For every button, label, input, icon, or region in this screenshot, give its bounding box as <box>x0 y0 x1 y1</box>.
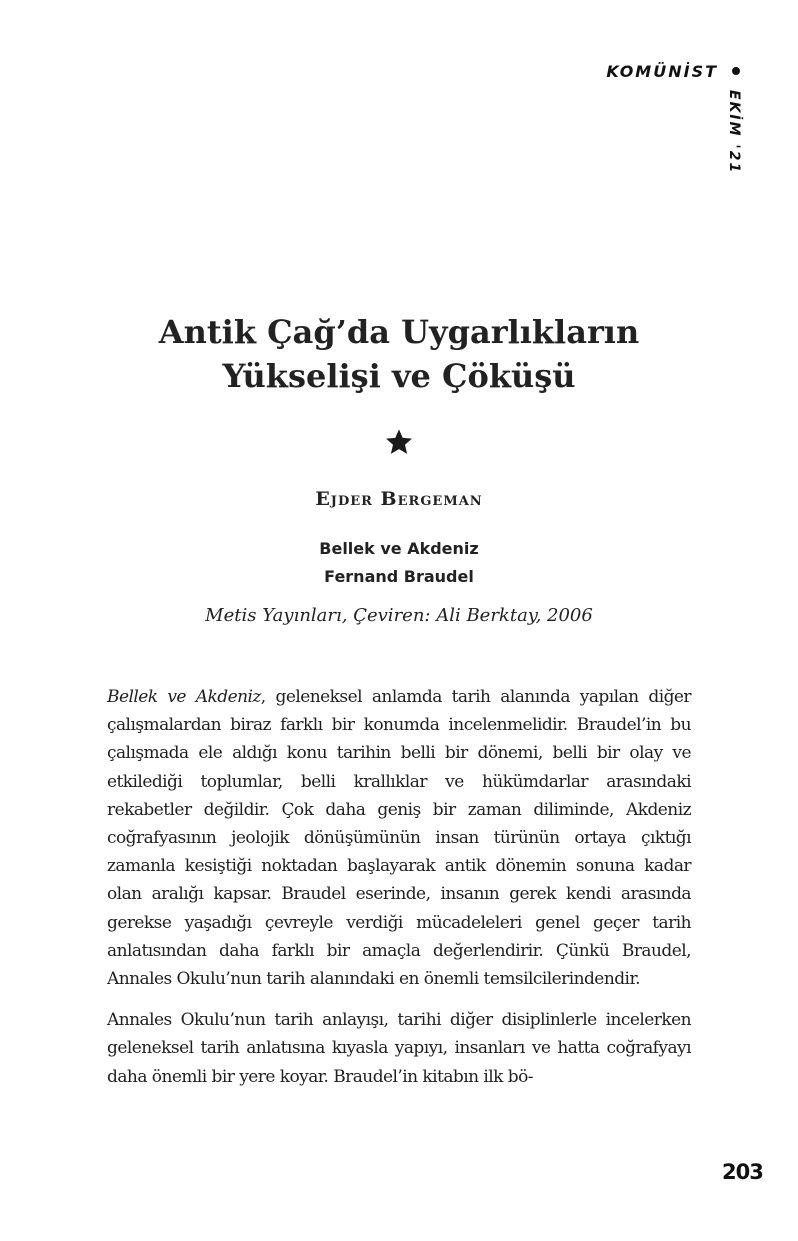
article-title-line2: Yükselişi ve Çöküşü <box>222 357 576 395</box>
page-number: 203 <box>722 1160 763 1184</box>
article-author: Ejder Bergeman <box>315 488 483 510</box>
star-icon <box>383 426 415 458</box>
article-title-line1: Antik Çağ’da Uygarlıkların <box>158 313 640 351</box>
article-title <box>100 310 698 398</box>
paragraph-1 <box>107 683 691 993</box>
paragraph-2: Annales Okulu’nun tarih anlayışı, tarihi diğer disiplinlerle incelerken geleneksel tarih anlatısına kıyasla yapıyı, insanları ve hatta coğrafyayı daha önemli bir yere koyar. Braudel’in kitabın ilk bö- <box>107 1010 691 1087</box>
issue-date: EKİM '21 <box>726 90 742 175</box>
magazine-name: KOMÜNİST <box>606 62 718 81</box>
book-title: Bellek ve Akdeniz <box>319 539 479 558</box>
paragraph-1-text: , geleneksel anlamda tarih alanında yapılan diğer çalışmalardan biraz farklı bir konumda incelenmelidir. Braudel’in bu çalışmada ele aldığı konu tarihin belli bir dönemi, belli bir olay ve etkilediği toplumlar, belli krallıklar ve hükümdarlar arasındaki rekabetler değildir. Çok daha geniş bir zaman diliminde, Akdeniz coğrafyasının jeolojik dönüşümünün insan türünün ortaya çıktığı zamanla kesiştiği noktadan başlayarak antik dönemin sonuna kadar olan aralığı kapsar. Braudel eserinde, insanın gerek kendi arasında gerekse yaşadığı çevreyle verdiği mücadeleleri genel geçer tarih anlatısından daha farklı bir amaçla değerlendirir. Çünkü Braudel, Annales Okulu’nun tarih alanındaki en önemli temsilcilerindendir. <box>107 687 691 990</box>
book-title-inline: Bellek ve Akdeniz <box>107 687 261 707</box>
header-bullet-icon <box>732 67 740 75</box>
article-body <box>107 683 691 1104</box>
book-author: Fernand Braudel <box>324 567 474 586</box>
publisher-info: Metis Yayınları, Çeviren: Ali Berktay, 2006 <box>205 605 593 626</box>
